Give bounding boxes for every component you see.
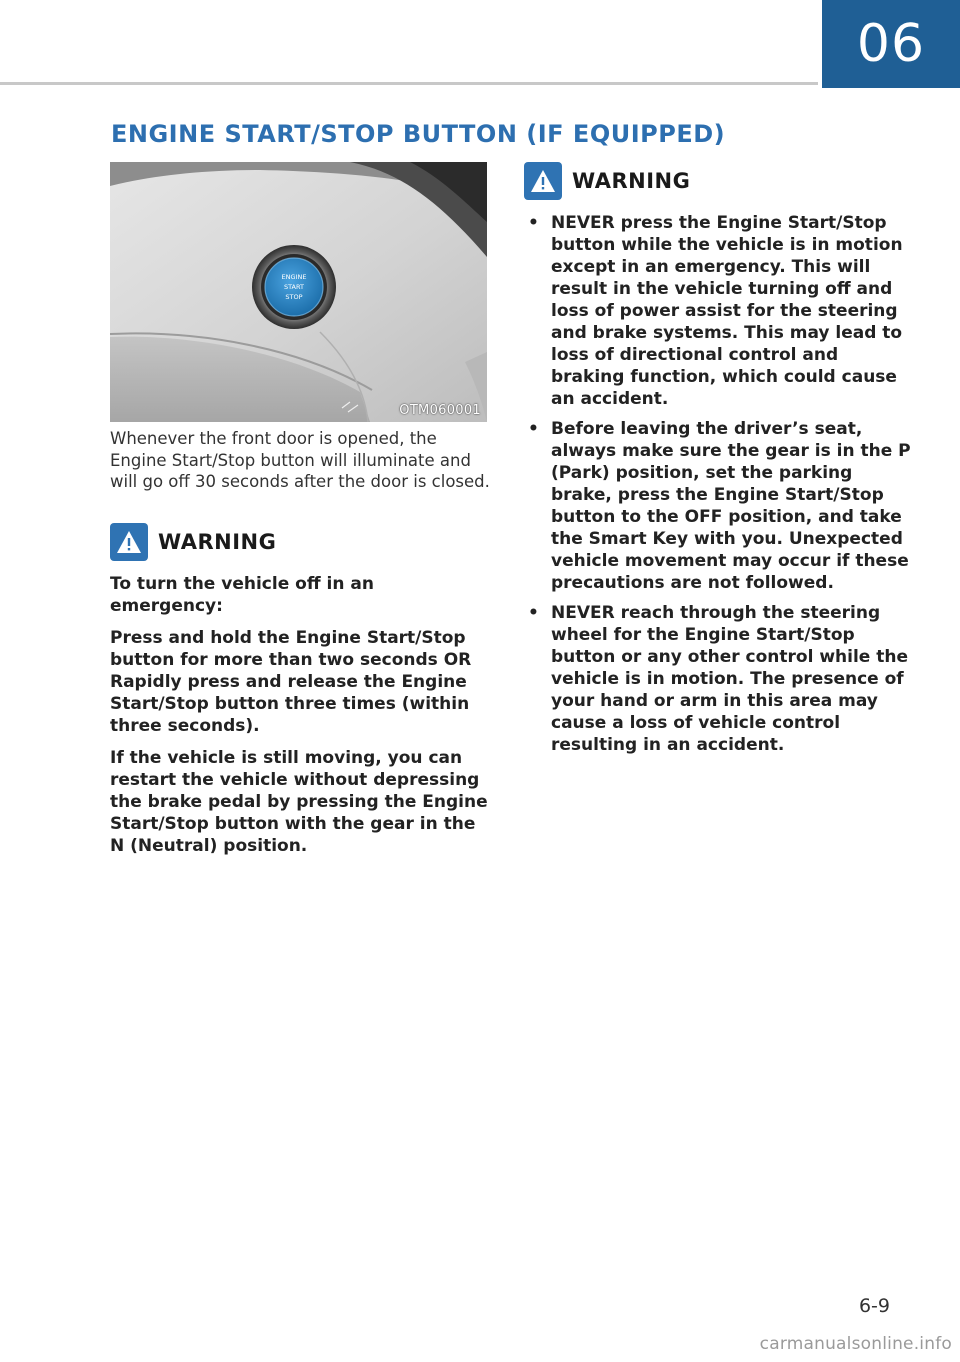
warning-lead: To turn the vehicle off in an emergency: bbox=[110, 573, 374, 616]
chapter-tab bbox=[822, 0, 960, 88]
intro-text: Whenever the front door is opened, the Engine Start/Stop button will illuminate and will go off 30 seconds after the door is closed. bbox=[110, 429, 490, 491]
warning-title-1: WARNING bbox=[158, 529, 277, 554]
bullet-dot-icon: • bbox=[528, 603, 539, 623]
watermark-link[interactable]: carmanualsonline.info bbox=[759, 1334, 952, 1354]
warning-paragraph-1: Press and hold the Engine Start/Stop button for more than two seconds OR Rapidly press and release the Engine Start/Stop button three times (within three seconds). bbox=[110, 627, 472, 736]
bullet-text: Before leaving the driver’s seat, always make sure the gear is in the P (Park) position, set the parking brake, press the Engine Start/Stop button to the OFF position, and take the Smart Key with you. Unexpected vehicle movement may occur if these precautions are not followed. bbox=[551, 419, 911, 593]
header-rule bbox=[0, 82, 818, 85]
page-number: 6-9 bbox=[858, 1295, 890, 1317]
warning-icon bbox=[110, 523, 148, 561]
left-column bbox=[110, 428, 490, 857]
right-column bbox=[524, 162, 914, 764]
chapter-number: 06 bbox=[856, 14, 926, 74]
bullet-text: NEVER reach through the steering wheel for the Engine Start/Stop button or any other control while the vehicle is in motion. The presence of your hand or arm in this area may cause a loss of vehicle control resulting in an accident. bbox=[551, 603, 908, 755]
section-title: ENGINE START/STOP BUTTON (IF EQUIPPED) bbox=[111, 120, 726, 148]
list-item bbox=[524, 418, 914, 594]
list-item bbox=[524, 602, 914, 756]
warning-paragraph-2: If the vehicle is still moving, you can restart the vehicle without depressing the brake pedal by pressing the Engine Start/Stop button with the gear in the N (Neutral) position. bbox=[110, 747, 488, 856]
engine-button-photo bbox=[110, 162, 487, 422]
button-text-line-3: STOP bbox=[285, 293, 303, 301]
warning-bullet-list bbox=[524, 212, 914, 756]
bullet-dot-icon: • bbox=[528, 213, 539, 233]
warning-header-1 bbox=[110, 523, 490, 561]
button-text-line-2: START bbox=[283, 283, 305, 291]
photo-illustration bbox=[110, 162, 487, 422]
bullet-text: NEVER press the Engine Start/Stop button while the vehicle is in motion except in an emergency. This will result in the vehicle turning off and loss of power assist for the steering and brake systems. This may lead to loss of directional control and braking function, which could cause an accident. bbox=[551, 213, 903, 409]
warning-icon bbox=[524, 162, 562, 200]
warning-title-2: WARNING bbox=[572, 169, 691, 193]
list-item bbox=[524, 212, 914, 410]
button-text-line-1: ENGINE bbox=[281, 273, 307, 281]
warning-block-1 bbox=[110, 523, 490, 857]
warning-header-2 bbox=[524, 162, 914, 200]
figure-code: OTM060001 bbox=[399, 403, 481, 418]
bullet-dot-icon: • bbox=[528, 419, 539, 439]
